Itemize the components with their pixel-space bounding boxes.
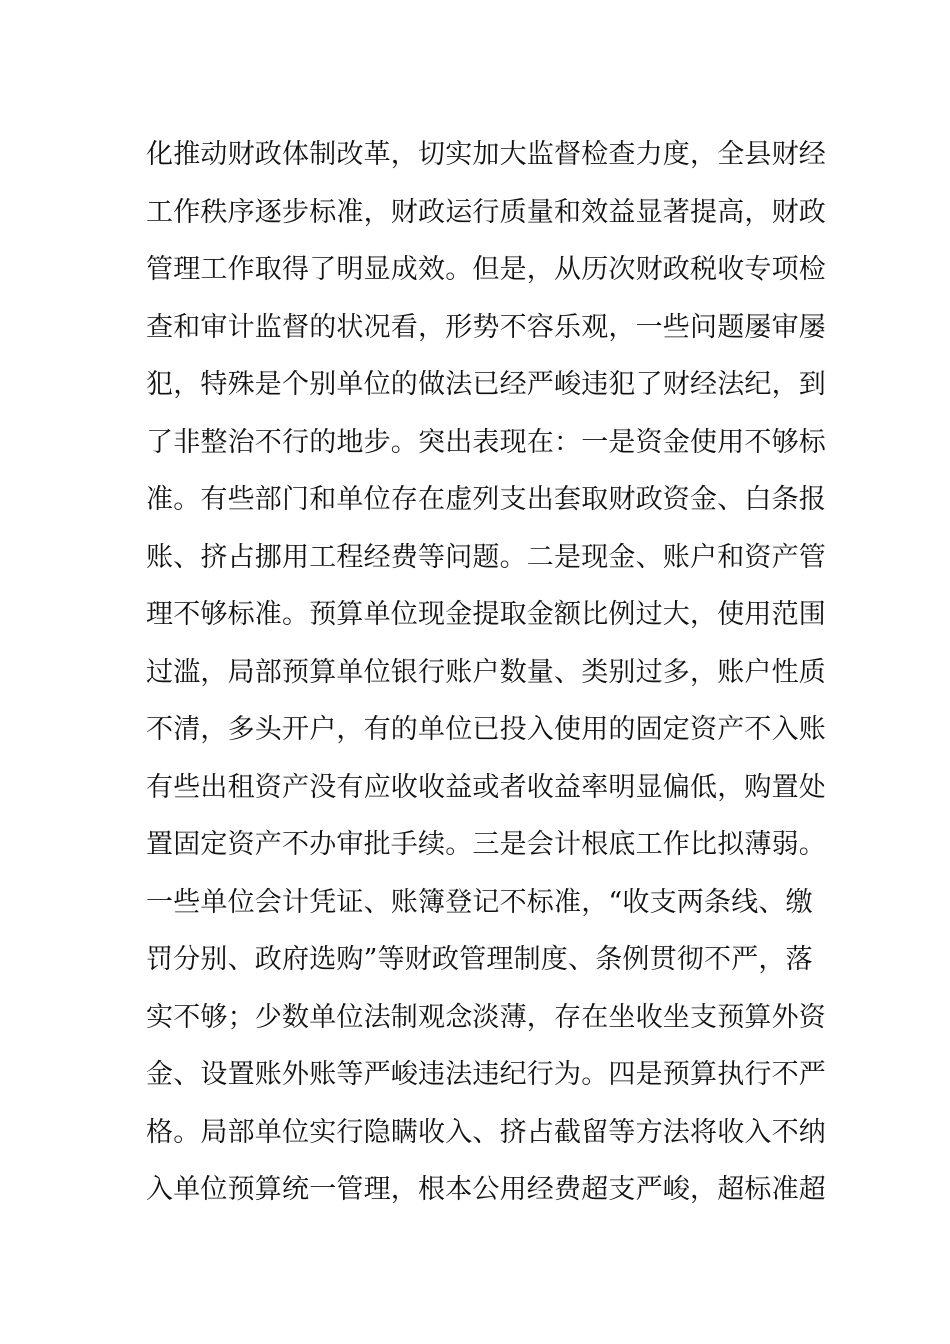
text-line: 理不够标准。预算单位现金提取金额比例过大，使用范围 [146, 599, 826, 630]
text-line: 账、挤占挪用工程经费等问题。二是现金、账户和资产管 [146, 541, 826, 573]
text-line: 化推动财政体制改革，切实加大监督检查力度，全县财经 [146, 139, 826, 170]
text-line: 不清，多头开户，有的单位已投入使用的固定资产不入账 [146, 714, 826, 745]
text-line: 入单位预算统一管理，根本公用经费超支严峻，超标准超 [146, 1174, 826, 1205]
text-line: 罚分别、政府选购”等财政管理制度、条例贯彻不严，落 [146, 944, 813, 975]
text-line: 管理工作取得了明显成效。但是，从历次财政税收专项检 [146, 254, 826, 285]
text-line: 犯，特殊是个别单位的做法已经严峻违犯了财经法纪，到 [146, 369, 826, 400]
text-line: 过滥，局部预算单位银行账户数量、类别过多，账户性质 [146, 656, 826, 688]
text-line: 实不够；少数单位法制观念淡薄，存在坐收坐支预算外资 [146, 1001, 826, 1033]
text-line: 置固定资产不办审批手续。三是会计根底工作比拟薄弱。 [146, 829, 826, 860]
text-line: 了非整治不行的地步。突出表现在：一是资金使用不够标 [146, 426, 826, 458]
text-line: 一些单位会计凭证、账簿登记不标准，“收支两条线、缴 [146, 886, 813, 918]
text-line: 有些出租资产没有应收收益或者收益率明显偏低，购置处 [146, 771, 826, 803]
text-line: 准。有些部门和单位存在虚列支出套取财政资金、白条报 [146, 484, 826, 515]
text-line: 格。局部单位实行隐瞒收入、挤占截留等方法将收入不纳 [146, 1116, 826, 1148]
text-line: 金、设置账外账等严峻违法违纪行为。四是预算执行不严 [146, 1059, 826, 1090]
text-line: 工作秩序逐步标准，财政运行质量和效益显著提高，财政 [146, 196, 826, 228]
text-line: 查和审计监督的状况看，形势不容乐观，一些问题屡审屡 [146, 311, 826, 343]
body-text [146, 126, 826, 1219]
